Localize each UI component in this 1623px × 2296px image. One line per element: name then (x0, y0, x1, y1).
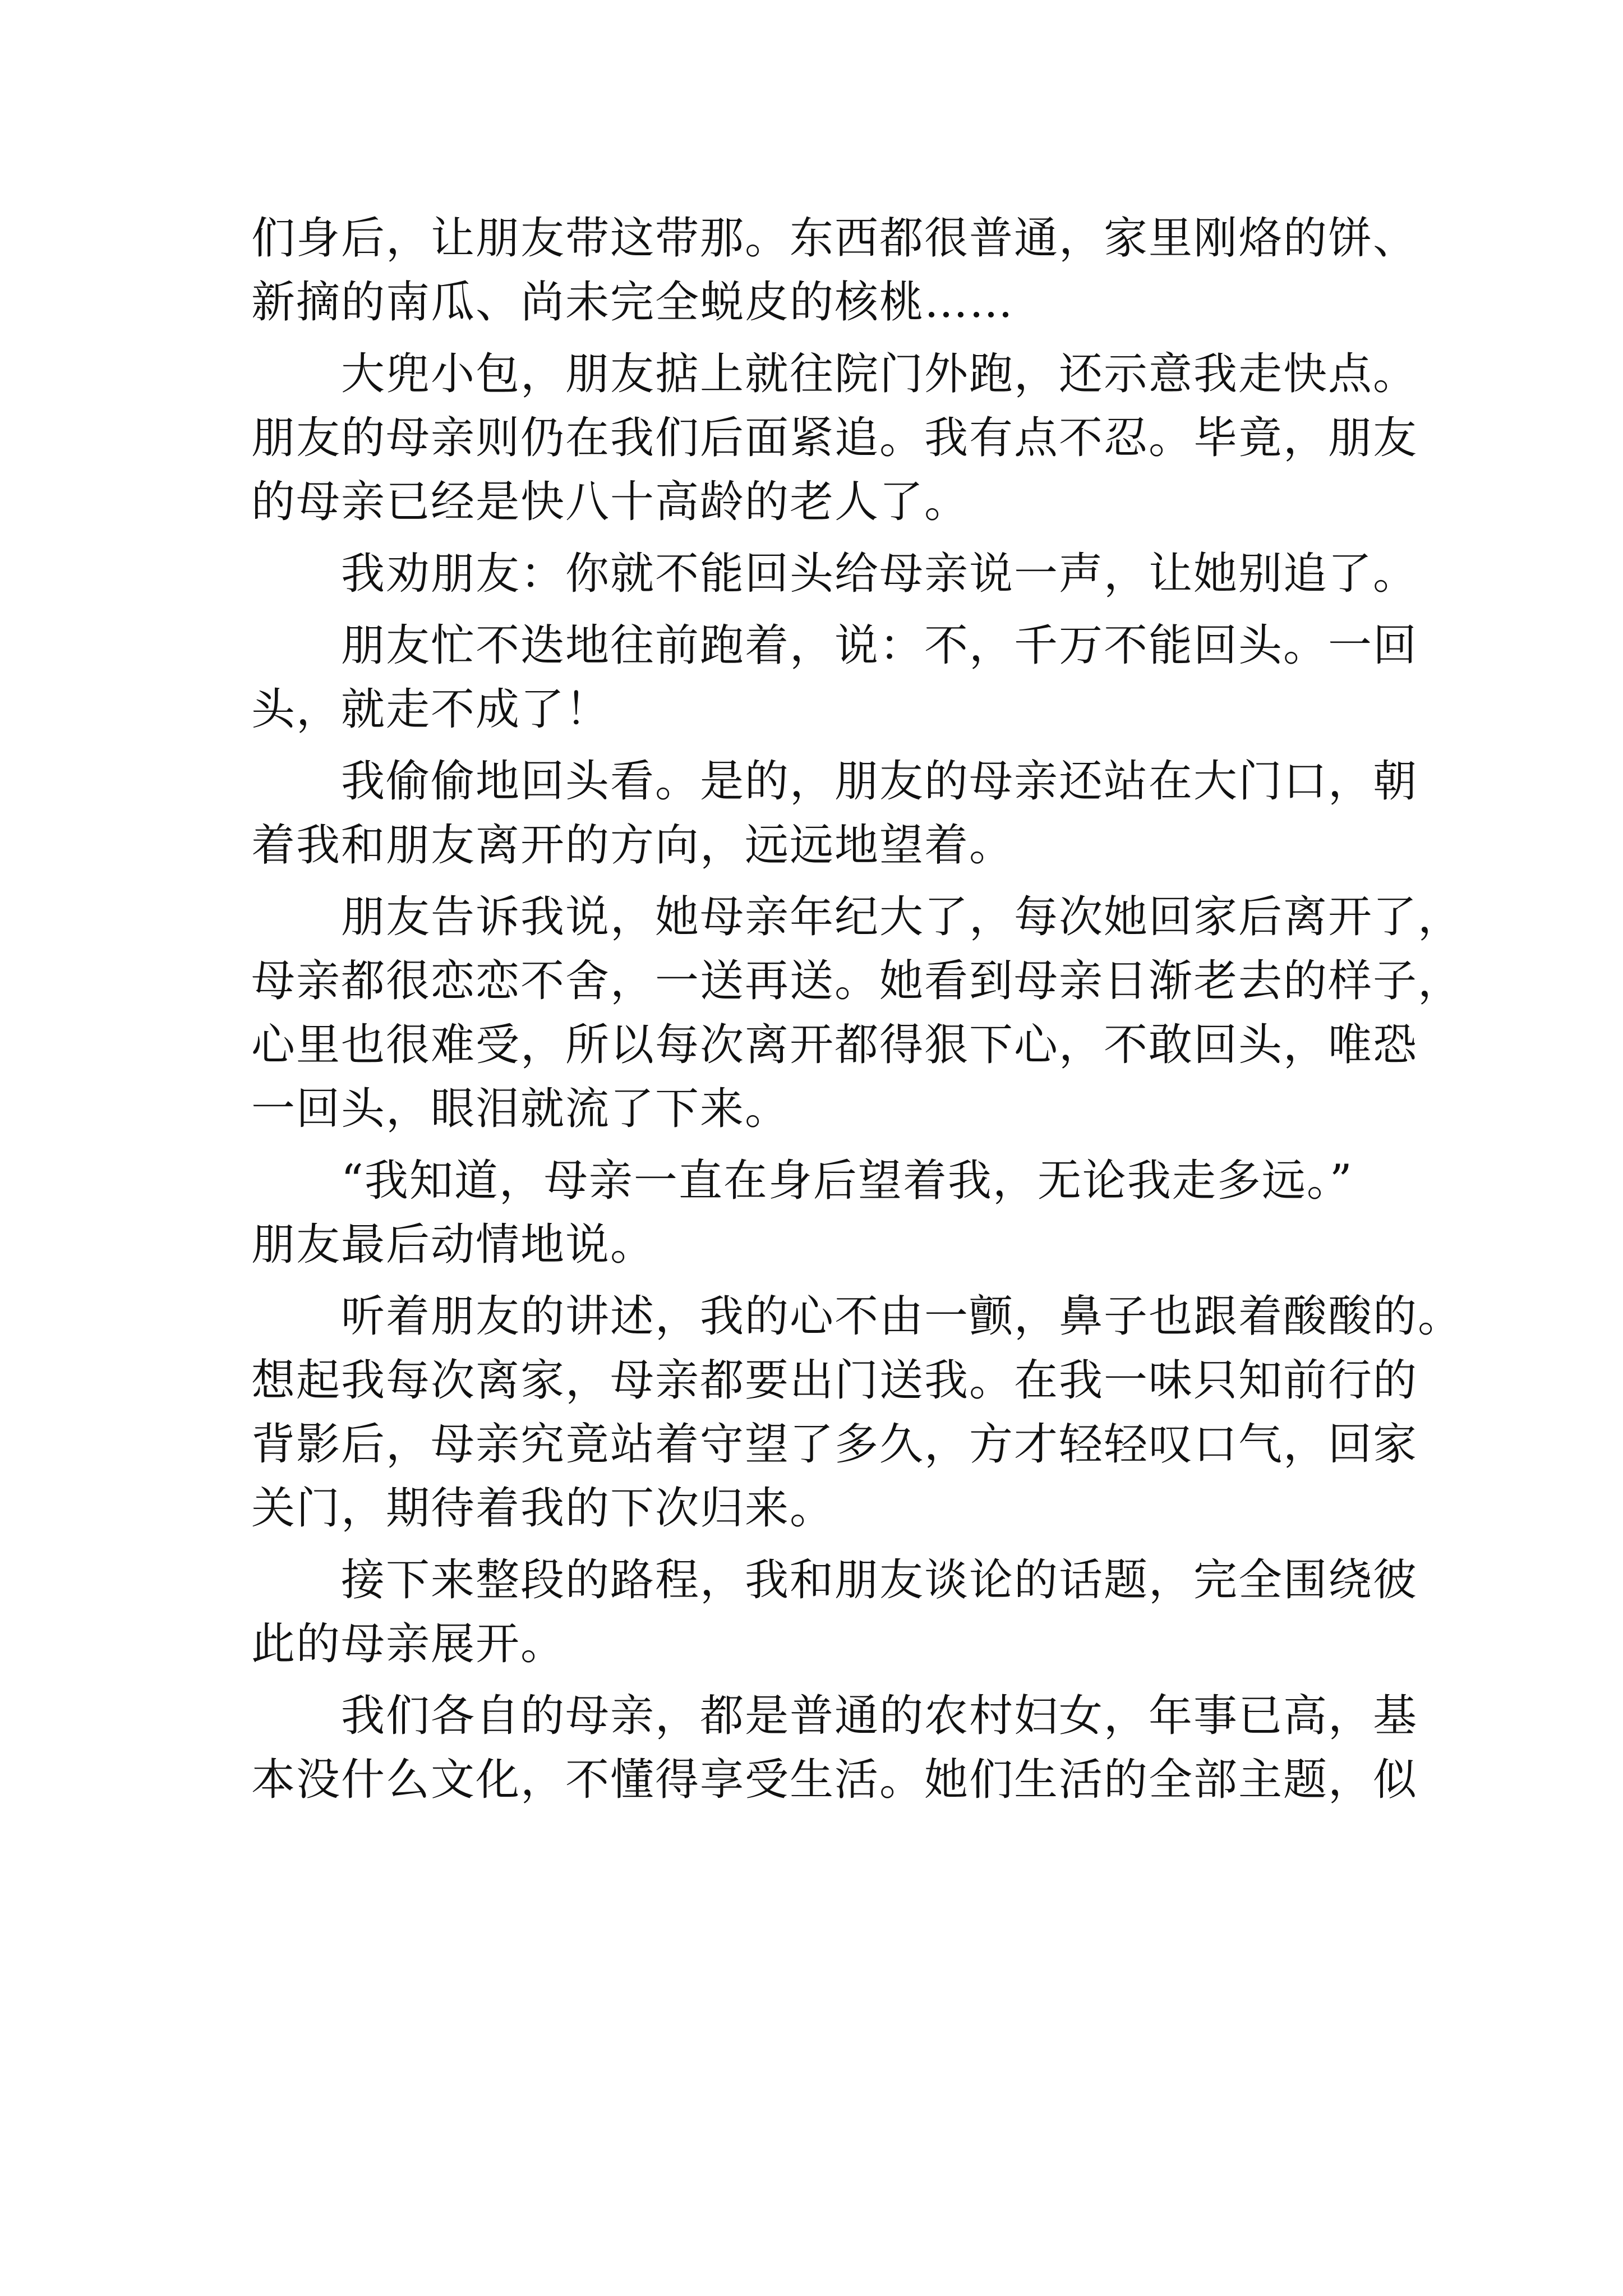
text-line: 朋友告诉我说，她母亲年纪大了，每次她回家后离开了， (251, 892, 1463, 942)
text-line: 头，就走不成了！ (251, 684, 611, 735)
text-line: 新摘的南瓜、尚未完全蜕皮的核桃…… (251, 277, 1015, 328)
text-line: 大兜小包，朋友掂上就往院门外跑，还示意我走快点。 (251, 349, 1418, 399)
text-line: “我知道，母亲一直在身后望着我，无论我走多远。” (251, 1156, 1353, 1206)
text-line: 母亲都很恋恋不舍，一送再送。她看到母亲日渐老去的样子， (251, 956, 1463, 1006)
body-text (251, 206, 1463, 1812)
text-line: 想起我每次离家，母亲都要出门送我。在我一味只知前行的 (251, 1355, 1418, 1406)
text-line: 背影后，母亲究竟站着守望了多久，方才轻轻叹口气，回家 (251, 1419, 1418, 1470)
text-line: 接下来整段的路程，我和朋友谈论的话题，完全围绕彼 (251, 1555, 1418, 1605)
text-line: 听着朋友的讲述，我的心不由一颤，鼻子也跟着酸酸的。 (251, 1291, 1463, 1342)
text-line: 着我和朋友离开的方向，远远地望着。 (251, 820, 1015, 871)
text-line: 我们各自的母亲，都是普通的农村妇女，年事已高，基 (251, 1691, 1418, 1741)
text-line: 我劝朋友：你就不能回头给母亲说一声，让她别追了。 (251, 549, 1418, 599)
text-line: 此的母亲展开。 (251, 1619, 566, 1669)
text-line: 朋友的母亲则仍在我们后面紧追。我有点不忍。毕竟，朋友 (251, 413, 1418, 463)
text-line: 朋友忙不迭地往前跑着，说：不，千万不能回头。一回 (251, 620, 1418, 671)
text-line: 朋友最后动情地说。 (251, 1220, 656, 1270)
text-line: 一回头，眼泪就流了下来。 (251, 1084, 790, 1134)
text-line: 们身后，让朋友带这带那。东西都很普通，家里刚烙的饼、 (251, 213, 1418, 264)
text-line: 本没什么文化，不懂得享受生活。她们生活的全部主题，似 (251, 1755, 1418, 1805)
text-line: 的母亲已经是快八十高龄的老人了。 (251, 477, 970, 527)
text-line: 关门，期待着我的下次归来。 (251, 1483, 835, 1534)
text-line: 心里也很难受，所以每次离开都得狠下心，不敢回头，唯恐 (251, 1020, 1418, 1070)
text-line: 我偷偷地回头看。是的，朋友的母亲还站在大门口，朝 (251, 756, 1418, 807)
